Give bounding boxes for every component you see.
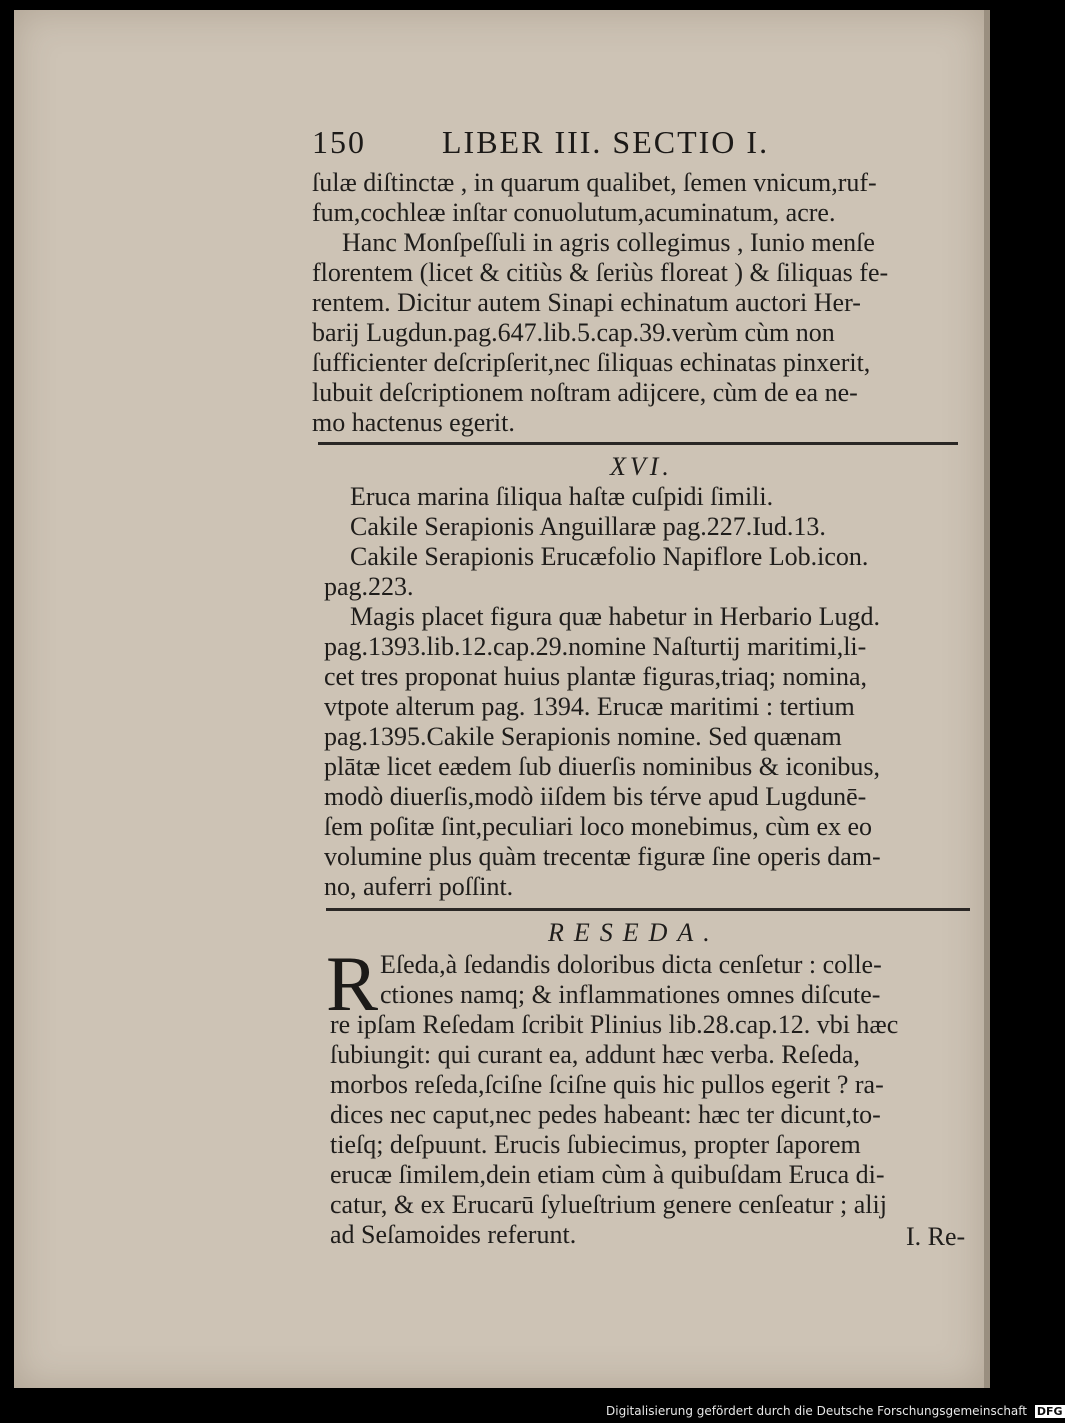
text-line: ſulæ diſtinctæ , in quarum qualibet, ſemen vnicum,ruf- <box>312 168 877 197</box>
section-divider <box>318 442 958 445</box>
text-line: pag.223. <box>324 572 414 601</box>
text-line: Eſeda,à ſedandis doloribus dicta cenſetur : colle- <box>380 950 882 979</box>
text-line: ctiones namq; & inflammationes omnes diſcute- <box>380 980 881 1009</box>
section-2-heading: XVI. <box>610 452 673 481</box>
page-header <box>312 124 872 164</box>
running-head: LIBER III. SECTIO I. <box>442 124 770 160</box>
text-line: ſufficienter deſcripſerit,nec ſiliquas echinatas pinxerit, <box>312 348 871 377</box>
text-line: vtpote alterum pag. 1394. Erucæ maritimi : tertium <box>324 692 855 721</box>
text-line: dices nec caput,nec pedes habeant: hæc ter dicunt,to- <box>330 1100 881 1129</box>
text-line: re ipſam Reſedam ſcribit Plinius lib.28.cap.12. vbi hæc <box>330 1010 899 1039</box>
section-1-text <box>312 168 888 438</box>
text-line: ad Seſamoides referunt. <box>330 1220 577 1249</box>
dfg-logo: DFG <box>1036 1405 1063 1418</box>
text-line: Cakile Serapionis Erucæfolio Napiflore Lob.icon. <box>350 542 869 571</box>
folio-number: 150 <box>312 124 366 160</box>
text-line: pag.1395.Cakile Serapionis nomine. Sed quænam <box>324 722 842 751</box>
text-line: florentem (licet & citiùs & ſeriùs floreat ) & ſiliquas fe- <box>312 258 889 287</box>
text-line: pag.1393.lib.12.cap.29.nomine Naſturtij maritimi,li- <box>324 632 867 661</box>
text-line: morbos reſeda,ſciſne ſciſne quis hic pullos egerit ? ra- <box>330 1070 884 1099</box>
text-line: rentem. Dicitur autem Sinapi echinatum auctori Her- <box>312 288 861 317</box>
text-line: plātæ licet eædem ſub diuerſis nominibus & iconibus, <box>324 752 881 781</box>
page-edge <box>984 10 990 1388</box>
text-line: mo hactenus egerit. <box>312 408 515 437</box>
digitization-footer <box>606 1404 1065 1418</box>
text-line: Eruca marina ſiliqua haſtæ cuſpidi ſimili. <box>350 482 774 511</box>
text-line: catur, & ex Erucarū ſylueſtrium genere cenſeatur ; alij <box>330 1190 887 1219</box>
text-line: barij Lugdun.pag.647.lib.5.cap.39.verùm cùm non <box>312 318 835 347</box>
text-line: volumine plus quàm trecentæ figuræ ſine operis dam- <box>324 842 881 871</box>
text-line: ſubiungit: qui curant ea, addunt hæc verba. Reſeda, <box>330 1040 860 1069</box>
text-line: erucæ ſimilem,dein etiam cùm à quibuſdam Eruca di- <box>330 1160 885 1189</box>
text-line: Magis placet figura quæ habetur in Herbario Lugd. <box>350 602 880 631</box>
section-3-heading: RESEDA. <box>548 918 720 947</box>
catchword: I. Re- <box>906 1222 966 1251</box>
text-line: cet tres proponat huius plantæ figuras,triaq; nomina, <box>324 662 867 691</box>
section-divider <box>326 908 970 911</box>
text-line: no, auferri poſſint. <box>324 872 514 901</box>
footer-text: Digitalisierung gefördert durch die Deutsche Forschungsgemeinschaft <box>606 1404 1028 1418</box>
section-2-text <box>324 482 881 902</box>
drop-capital: R <box>326 940 379 1027</box>
text-line: Cakile Serapionis Anguillaræ pag.227.Iud.13. <box>350 512 826 541</box>
text-line: ſem poſitæ ſint,peculiari loco monebimus, cùm ex eo <box>324 812 873 841</box>
text-line: modò diuerſis,modò iiſdem bis térve apud Lugdunē- <box>324 782 867 811</box>
text-line: Hanc Monſpeſſuli in agris collegimus , Iunio menſe <box>342 228 875 257</box>
text-line: lubuit deſcriptionem noſtram adijcere, cùm de ea ne- <box>312 378 858 407</box>
text-line: fum,cochleæ inſtar conuolutum,acuminatum, acre. <box>312 198 836 227</box>
text-line: tieſq; deſpuunt. Erucis ſubiecimus, propter ſaporem <box>330 1130 861 1159</box>
section-3-text <box>330 950 898 1250</box>
